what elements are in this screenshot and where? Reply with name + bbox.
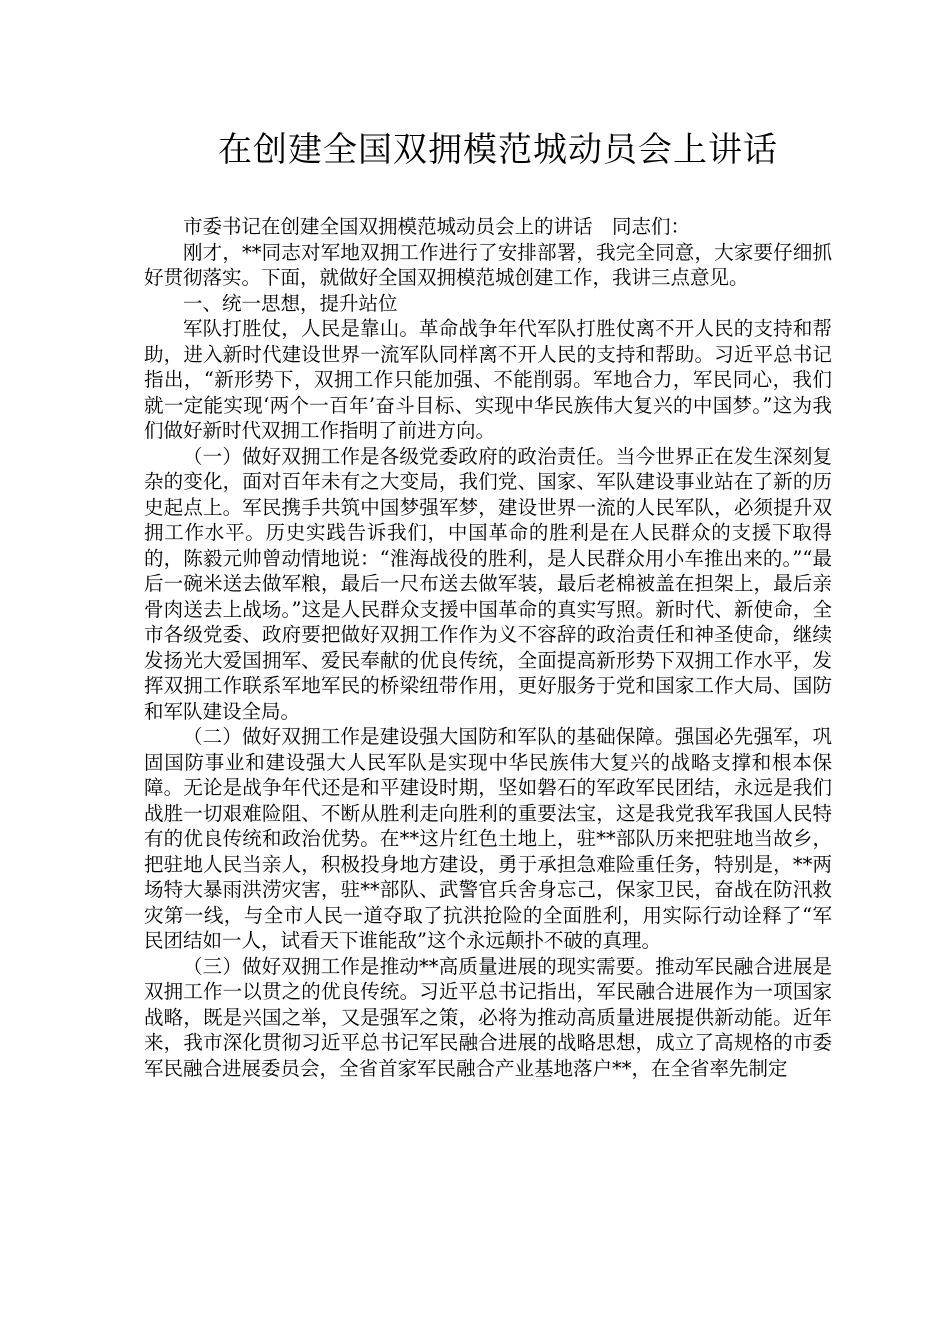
section-heading-1: 一、统一思想，提升站位: [183, 291, 398, 315]
point-two-paragraph: （二）做好双拥工作是建设强大国防和军队的基础保障。强国必先强军，巩固国防事业和建设强大人民军队是实现中华民族伟大复兴的战略支撑和根本保障。无论是战争年代还是和平建设时期，坚如磐石的军政军民团结，永远是我们战胜一切艰难险阻、不断从胜利走向胜利的重要法宝，这是我党我军我国人民特有的优良传统和政治优势。在**这片红色土地上，驻**部队历来把驻地当故乡，把驻地人民当亲人，积极投身地方建设，勇于承担急难险重任务，特别是，**两场特大暴雨洪涝灾害，驻**部队、武警官兵舍身忘己，保家卫民，奋战在防汛救灾第一线，与全市人民一道夺取了抗洪抢险的全面胜利，用实际行动诠释了“军民团结如一人，试看天下谁能敌”这个永远颠扑不破的真理。: [144, 725, 832, 952]
point-one-paragraph: （一）做好双拥工作是各级党委政府的政治责任。当今世界正在发生深刻复杂的变化，面对百年未有之大变局，我们党、国家、军队建设事业站在了新的历史起点上。军民携手共筑中国梦强军梦，建设世界一流的人民军队，必须提升双拥工作水平。历史实践告诉我们，中国革命的胜利是在人民群众的支援下取得的，陈毅元帅曾动情地说：“淮海战役的胜利，是人民群众用小车推出来的。”“最后一碗米送去做军粮，最后一尺布送去做军装，最后老棉被盖在担架上，最后亲骨肉送去上战场。”这是人民群众支援中国革命的真实写照。新时代、新使命，全市各级党委、政府要把做好双拥工作作为义不容辞的政治责任和神圣使命，继续发扬光大爱国拥军、爱民奉献的优良传统，全面提高新形势下双拥工作水平，发挥双拥工作联系军地军民的桥梁纽带作用，更好服务于党和国家工作大局、国防和军队建设全局。: [144, 444, 832, 723]
intro-paragraph: 刚才，**同志对军地双拥工作进行了安排部署，我完全同意，大家要仔细抓好贯彻落实。下面，就做好全国双拥模范城创建工作，我讲三点意见。: [144, 240, 832, 289]
page-title: 在创建全国双拥模范城动员会上讲话: [218, 130, 778, 170]
document-body: [144, 214, 832, 1081]
body-paragraph: 军队打胜仗，人民是靠山。革命战争年代军队打胜仗离不开人民的支持和帮助，进入新时代建设世界一流军队同样离不开人民的支持和帮助。习近平总书记指出，“新形势下，双拥工作只能加强、不能削弱。军地合力，军民同心，我们就一定能实现‘两个一百年’奋斗目标、实现中华民族伟大复兴的中国梦。”这为我们做好新时代双拥工作指明了前进方向。: [144, 317, 832, 442]
point-three-paragraph: （三）做好双拥工作是推动**高质量进展的现实需要。推动军民融合进展是双拥工作一以贯之的优良传统。习近平总书记指出，军民融合进展作为一项国家战略，既是兴国之举，又是强军之策，必将为推动高质量进展提供新动能。近年来，我市深化贯彻习近平总书记军民融合进展的战略思想，成立了高规格的市委军民融合进展委员会，全省首家军民融合产业基地落户**，在全省率先制定: [144, 954, 832, 1080]
salutation-paragraph: 市委书记在创建全国双拥模范城动员会上的讲话 同志们：: [183, 215, 691, 238]
